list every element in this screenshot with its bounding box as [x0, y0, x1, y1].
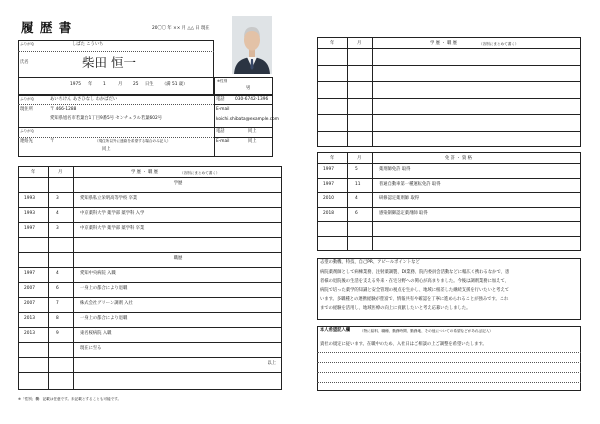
phone-label: 電話	[216, 97, 225, 102]
phone-value: 030-6742-1396	[235, 97, 269, 102]
license-row-divider	[317, 207, 581, 208]
motivation-line: までの経験を活用し、地域医療の向上に貢献したいと考え応募いたしました。	[320, 306, 471, 311]
history-row-text: 株式会社グリーン調剤 入社	[80, 301, 133, 306]
history-continued-row-divider	[317, 131, 581, 132]
history-col-item: 学 歴 ・ 職 歴	[131, 170, 158, 175]
license-row-month: 4	[355, 196, 358, 202]
history-row-text: 現在に至る	[80, 346, 102, 351]
contact-furigana-label: ふりがな	[20, 129, 35, 133]
requests-label: 本人希望記入欄	[320, 328, 351, 333]
history-row-year: 1993	[24, 196, 35, 201]
phone-email-divider	[214, 104, 273, 105]
license-row-text: 研修認定薬剤師 取得	[379, 196, 420, 202]
contact-phone-email-divider	[214, 137, 273, 138]
name-birth-divider	[18, 77, 214, 78]
licenses-col-item: 免 許 ・ 資 格	[445, 156, 472, 161]
history-row-divider	[18, 267, 282, 268]
license-row-divider	[317, 178, 581, 179]
contact-note: （現住所以外に連絡を希望する場合のみ記入）	[95, 139, 171, 143]
applicant-name: 柴田 恒一	[82, 55, 136, 70]
license-row-divider	[317, 163, 581, 164]
history-row-text: 職歴	[173, 256, 183, 261]
history-row-divider	[18, 177, 282, 178]
birth-month-unit: 月	[118, 82, 123, 87]
history-row-month: 8	[56, 316, 59, 321]
history-row-year: 2013	[24, 331, 35, 336]
requests-line	[317, 382, 581, 383]
history-row-text: 以上	[267, 361, 276, 366]
email-value: koichi.shibata@example.com	[216, 117, 279, 122]
history-col-year: 年	[31, 170, 36, 175]
gender-value: 男	[246, 86, 251, 91]
contact-value: 同上	[102, 147, 111, 152]
email-label: E-mail	[216, 107, 230, 112]
history-row-divider	[18, 327, 282, 328]
name-furigana-divider	[18, 51, 214, 52]
license-row-year: 2010	[323, 196, 334, 202]
contact-phone-label: 電話	[216, 129, 225, 134]
requests-line	[317, 362, 581, 363]
history-row-month: 9	[56, 331, 59, 336]
history-row-text: 中京薬科大学 薬学部 薬学科 卒業	[80, 226, 145, 231]
license-row-text: 感染制御認定薬剤師 取得	[379, 210, 428, 216]
history-row-divider	[18, 357, 282, 358]
motivation-label: 志望の動機、特技、自己PR、アピールポイントなど	[320, 260, 420, 265]
birth-day-unit: 日生	[145, 82, 154, 87]
motivation-line: 者様の退院後の生活を支える外来・在宅分野への関心が高まりました。今後は調剤業務に加えて、	[320, 279, 509, 284]
license-row-divider	[317, 192, 581, 193]
name-label: 氏名	[20, 60, 29, 65]
requests-text: 貴社の規定に従います。在職中のため、入社日はご相談の上ご調整を希望いたします。	[320, 342, 487, 347]
history-row-month: 7	[56, 301, 59, 306]
address-value: 愛知県旭名市若葉台1丁目9番5号 センチュラル若葉602号	[50, 116, 163, 121]
history-row-year: 2007	[24, 286, 35, 291]
history-continued-row-divider	[317, 65, 581, 66]
history-continued-col-year: 年	[330, 41, 335, 46]
license-row-text: 普通自動車第一種運転免許 取得	[379, 181, 441, 187]
birth-month: 1	[103, 82, 106, 87]
history-row-divider	[18, 282, 282, 283]
motivation-line: います。多職種との連携経験が豊富で、情報共有や確認を丁寧に進められることが強みです。これ	[320, 297, 509, 302]
license-row-month: 5	[355, 167, 358, 172]
birth-day: 25	[133, 82, 139, 87]
history-row-divider	[18, 222, 282, 223]
gender-footnote: ※「性別」欄：記載は任意です。未記載とすることも可能です。	[18, 397, 122, 401]
history-row-divider	[18, 252, 282, 253]
address-furigana-divider	[18, 104, 214, 105]
applicant-photo	[232, 16, 272, 74]
contact-postal: 〒	[50, 139, 55, 144]
history-continued-row-divider	[317, 98, 581, 99]
history-row-text: 学歴	[173, 181, 183, 186]
gender-label: ※性別	[217, 79, 228, 83]
history-continued-row-divider	[317, 114, 581, 115]
history-continued-row-divider	[317, 48, 581, 49]
history-row-year: 2007	[24, 301, 35, 306]
history-row-divider	[18, 237, 282, 238]
history-row-divider	[18, 207, 282, 208]
history-continued-col-month: 月	[357, 41, 362, 46]
license-row-divider	[317, 221, 581, 222]
contact-email-label: E-mail	[216, 139, 230, 144]
birth-year: 1975	[70, 82, 81, 87]
date-as-of: 20〇〇 年 ×× 月 △△ 日 現在	[152, 26, 210, 31]
license-row-year: 1997	[323, 167, 334, 172]
furigana-label: ふりがな	[20, 42, 35, 46]
history-row-divider	[18, 297, 282, 298]
history-row-divider	[18, 192, 282, 193]
furigana-value: しばた こういち	[72, 42, 104, 47]
portrait-image	[232, 16, 272, 74]
contact-email-value: 同上	[248, 139, 257, 144]
history-col-month: 月	[58, 170, 63, 175]
history-row-month: 4	[56, 211, 59, 216]
requests-line	[317, 352, 581, 353]
contact-furigana-divider	[18, 137, 214, 138]
address-label: 現住所	[20, 107, 33, 112]
motivation-line: 病院で培った薬学的知識と安全管理の視点を生かし、地域に根差した継続支援を行いたいと考えて	[320, 288, 510, 293]
history-row-year: 2013	[24, 316, 35, 321]
history-row-text: 中京薬科大学 薬学部 薬学科 入学	[80, 211, 145, 216]
history-col-note: （各別にまとめて書く）	[180, 171, 220, 175]
license-row-text: 薬剤師免許 取得	[379, 167, 411, 172]
history-row-text: 一身上の都合により退職	[80, 286, 128, 291]
requests-note: （特に給料、職種、勤務時間、勤務地、その他についての希望などがあれば記入）	[360, 329, 493, 333]
history-continued-col-item: 学 歴 ・ 職 歴	[430, 41, 457, 46]
requests-line	[317, 372, 581, 373]
age: （満 51 歳）	[162, 82, 188, 87]
history-row-text: 一身上の都合により退職	[80, 316, 128, 321]
address-furigana-value: あいちけん あさひなし わかばだい	[50, 97, 118, 102]
birth-year-unit: 年	[88, 82, 93, 87]
license-row-year: 1997	[323, 181, 334, 187]
licenses-col-year: 年	[330, 156, 335, 161]
license-row-month: 11	[355, 181, 361, 187]
history-row-divider	[18, 342, 282, 343]
contact-label: 連絡先	[20, 139, 33, 144]
history-row-text: 愛知中央病院 入職	[80, 271, 116, 276]
history-continued-col-note: （各別にまとめて書く）	[479, 42, 519, 46]
history-row-divider	[18, 372, 282, 373]
history-row-month: 3	[56, 196, 59, 201]
license-row-divider	[317, 236, 581, 237]
history-row-year: 1997	[24, 226, 35, 231]
history-row-month: 6	[56, 286, 59, 291]
postal-code: 〒 466-1288	[50, 107, 77, 112]
history-row-text: 東名桜病院 入職	[80, 331, 112, 336]
history-row-divider	[18, 312, 282, 313]
resume-title: 履 歴 書	[21, 20, 73, 35]
licenses-col-month: 月	[357, 156, 362, 161]
history-continued-row-divider	[317, 81, 581, 82]
address-furigana-label: ふりがな	[20, 97, 35, 101]
history-row-month: 3	[56, 226, 59, 231]
history-row-year: 1997	[24, 271, 35, 276]
license-row-year: 2018	[323, 210, 334, 216]
address-contact-divider	[18, 127, 273, 128]
history-row-month: 4	[56, 271, 59, 276]
motivation-line: 病院薬剤師として病棟業務、注射薬調製、DI業務、院内委員会活動などに幅広く携わるなかで、患	[320, 270, 510, 275]
license-row-month: 6	[355, 210, 358, 216]
history-row-text: 愛知県私立栄明高等学校 卒業	[80, 196, 138, 201]
history-row-year: 1993	[24, 211, 35, 216]
contact-phone-value: 同上	[248, 129, 257, 134]
